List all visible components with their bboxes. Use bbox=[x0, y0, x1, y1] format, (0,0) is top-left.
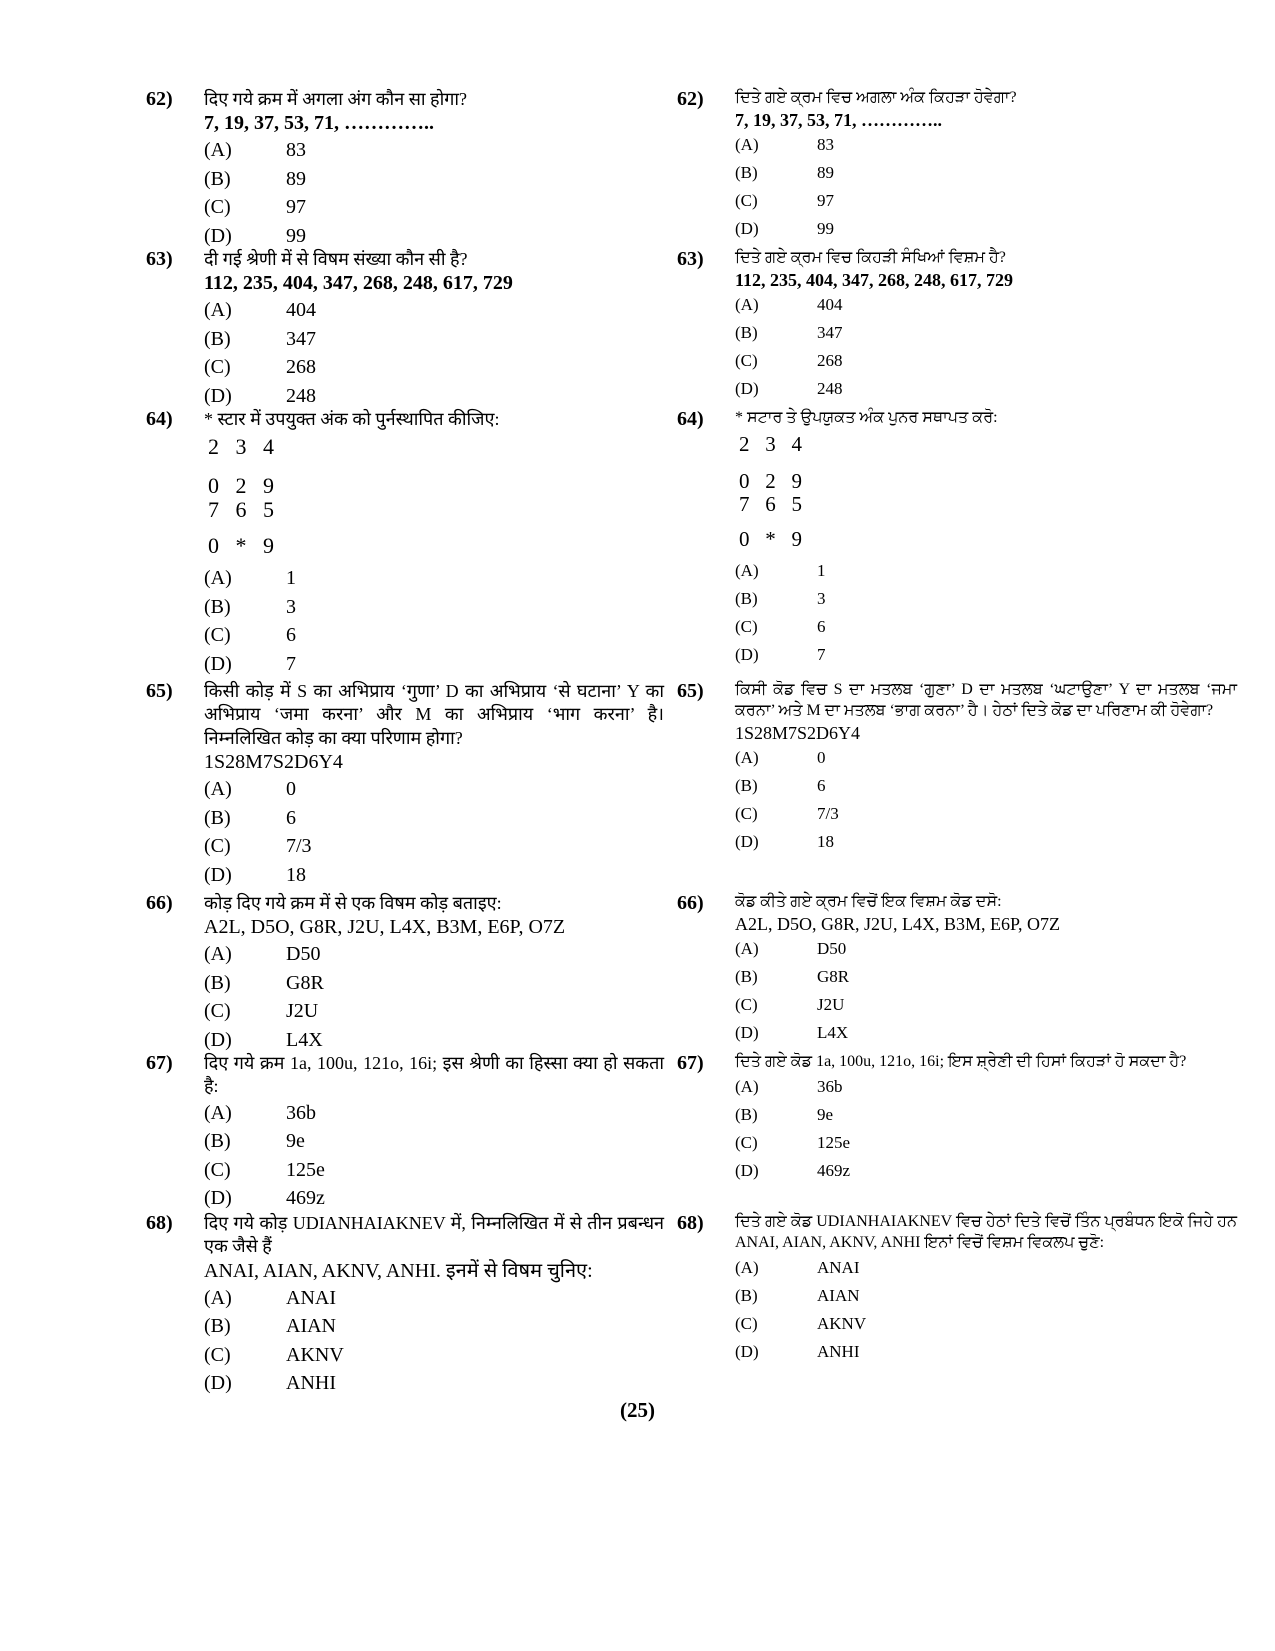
option-d[interactable]: (D) 469z bbox=[735, 1160, 851, 1180]
option-d[interactable]: (D) 99 bbox=[204, 224, 306, 247]
question-text: * ਸਟਾਰ ਤੇ ਉਪਯੁਕਤ ਅੰਕ ਪੁਨਰ ਸਥਾਪਤ ਕਰੋ: bbox=[735, 409, 998, 426]
option-b[interactable]: (B) 89 bbox=[204, 167, 306, 190]
option-b[interactable]: (B) 347 bbox=[204, 327, 316, 350]
option-d[interactable]: (D) ANHI bbox=[204, 1372, 336, 1395]
question-number: 68) bbox=[677, 1212, 704, 1234]
punjabi-column bbox=[677, 88, 1237, 1402]
option-b[interactable]: (B) AIAN bbox=[735, 1285, 860, 1305]
question-63 bbox=[146, 248, 664, 408]
sequence: A2L, D5O, G8R, J2U, L4X, B3M, E6P, O7Z bbox=[735, 913, 1061, 934]
option-a[interactable]: (A) D50 bbox=[735, 939, 847, 959]
question-text: ਦਿਤੇ ਗਏ ਕ੍ਰਮ ਵਿਚ ਕਿਹੜੀ ਸੰਖਿਆਂ ਵਿਸ਼ਮ ਹੈ? bbox=[735, 249, 1006, 266]
option-a[interactable]: (A) 0 bbox=[204, 778, 296, 801]
option-a[interactable]: (A) 83 bbox=[204, 139, 306, 162]
sequence: 112, 235, 404, 347, 268, 248, 617, 729 bbox=[204, 272, 513, 295]
grid-row: 0 2 9 bbox=[739, 468, 802, 493]
grid-row: 2 3 4 bbox=[739, 431, 802, 456]
option-a[interactable]: (A) 36b bbox=[735, 1076, 843, 1096]
sequence: A2L, D5O, G8R, J2U, L4X, B3M, E6P, O7Z bbox=[204, 916, 566, 939]
option-a[interactable]: (A) 404 bbox=[204, 299, 316, 322]
option-d[interactable]: (D) L4X bbox=[735, 1023, 849, 1043]
question-text: दिए गये कोड़ UDIANHAIAKNEV में, निम्नलिखित में से तीन प्रबन्धन एक जैसे हैं bbox=[204, 1213, 664, 1257]
sequence: 7, 19, 37, 53, 71, ………….. bbox=[204, 112, 434, 135]
grid-row: 2 3 4 bbox=[208, 434, 274, 460]
question-65 bbox=[146, 680, 664, 892]
number-grid bbox=[739, 433, 1237, 551]
question-64 bbox=[677, 408, 1237, 680]
option-b[interactable]: (B) 89 bbox=[735, 163, 834, 183]
option-d[interactable]: (D) 18 bbox=[204, 863, 306, 886]
option-a[interactable]: (A) ANAI bbox=[204, 1286, 336, 1309]
question-number: 67) bbox=[677, 1052, 704, 1074]
code-string: 1S28M7S2D6Y4 bbox=[735, 722, 861, 743]
option-c[interactable]: (C) AKNV bbox=[204, 1343, 344, 1366]
option-a[interactable]: (A) D50 bbox=[204, 943, 321, 966]
option-b[interactable]: (B) 6 bbox=[204, 806, 296, 829]
question-text: ਦਿਤੇ ਗਏ ਕੋਡ UDIANHAIAKNEV ਵਿਚ ਹੇਠਾਂ ਦਿਤੇ ਵਿਚੋਂ ਤਿੰਨ ਪ੍ਰਬੰਧਨ ਇਕੋ ਜਿਹੇ ਹਨ ANAI, AIAN, AKNV, ANHI ਇਨਾਂ ਵਿਚੋਂ ਵਿਸ਼ਮ ਵਿਕਲਪ ਚੁਣੋ: bbox=[735, 1213, 1237, 1251]
option-a[interactable]: (A) ANAI bbox=[735, 1257, 860, 1277]
question-number: 62) bbox=[146, 88, 173, 110]
option-c[interactable]: (C) 97 bbox=[204, 196, 306, 219]
question-number: 68) bbox=[146, 1212, 173, 1234]
option-c[interactable]: (C) 125e bbox=[735, 1132, 851, 1152]
option-c[interactable]: (C) 268 bbox=[204, 356, 316, 379]
grid-row: 0 * 9 bbox=[208, 532, 274, 558]
option-c[interactable]: (C) 7/3 bbox=[204, 835, 312, 858]
question-text: दी गई श्रेणी में से विषम संख्या कौन सी है? bbox=[204, 249, 468, 269]
option-c[interactable]: (C) J2U bbox=[735, 995, 845, 1015]
question-63 bbox=[677, 248, 1237, 408]
question-text: दिए गये क्रम 1a, 100u, 121o, 16i; इस श्रेणी का हिस्सा क्या हो सकता है: bbox=[204, 1053, 664, 1097]
grid-row: 0 2 9 bbox=[208, 472, 274, 498]
grid-row: 7 6 5 bbox=[739, 491, 802, 516]
question-text: दिए गये क्रम में अगला अंग कौन सा होगा? bbox=[204, 89, 468, 109]
option-b[interactable]: (B) 3 bbox=[735, 589, 826, 609]
option-b[interactable]: (B) AIAN bbox=[204, 1315, 336, 1338]
option-c[interactable]: (C) 7/3 bbox=[735, 804, 839, 824]
option-d[interactable]: (D) ANHI bbox=[735, 1341, 860, 1361]
question-text: ਕਿਸੀ ਕੋਡ ਵਿਚ S ਦਾ ਮਤਲਬ ‘ਗੁਣਾ’ D ਦਾ ਮਤਲਬ ‘ਘਟਾਉਣਾ’ Y ਦਾ ਮਤਲਬ ‘ਜਮਾ ਕਰਨਾ’ ਅਤੇ M ਦਾ ਮਤਲਬ ‘ਭਾਗ ਕਰਨਾ’ ਹੈ। ਹੇਠਾਂ ਦਿਤੇ ਕੋਡ ਦਾ ਪਰਿਣਾਮ ਕੀ ਹੋਵੇਗਾ? bbox=[735, 681, 1237, 719]
option-d[interactable]: (D) 248 bbox=[735, 379, 843, 399]
option-c[interactable]: (C) 268 bbox=[735, 351, 843, 371]
option-b[interactable]: (B) G8R bbox=[735, 967, 850, 987]
question-number: 63) bbox=[677, 248, 704, 270]
question-text: * स्टार में उपयुक्त अंक को पुर्नस्थापित कीजिए: bbox=[204, 409, 500, 429]
question-number: 64) bbox=[677, 408, 704, 430]
question-68 bbox=[677, 1212, 1237, 1402]
question-text: ਦਿਤੇ ਗਏ ਕ੍ਰਮ ਵਿਚ ਅਗਲਾ ਅੰਕ ਕਿਹੜਾ ਹੋਵੇਗਾ? bbox=[735, 89, 1017, 106]
option-b[interactable]: (B) 3 bbox=[204, 595, 296, 618]
grid-row: 7 6 5 bbox=[208, 496, 274, 522]
option-a[interactable]: (A) 36b bbox=[204, 1101, 316, 1124]
grid-row: 0 * 9 bbox=[739, 527, 802, 552]
question-65 bbox=[677, 680, 1237, 892]
question-number: 66) bbox=[146, 892, 173, 914]
question-number: 65) bbox=[677, 680, 704, 702]
question-number: 63) bbox=[146, 248, 173, 270]
option-a[interactable]: (A) 1 bbox=[735, 561, 826, 581]
question-text: ਕੋਡ ਕੀਤੇ ਗਏ ਕ੍ਰਮ ਵਿਚੋਂ ਇਕ ਵਿਸ਼ਮ ਕੋਡ ਦਸੋ: bbox=[735, 893, 1002, 910]
option-a[interactable]: (A) 1 bbox=[204, 567, 296, 590]
question-text: किसी कोड़ में S का अभिप्राय ‘गुणा’ D का अभिप्राय ‘से घटाना’ Y का अभिप्राय ‘जमा करना’ और M का अभिप्राय ‘भाग करना’ है। निम्नलिखित कोड़ का क्या परिणाम होगा? bbox=[204, 681, 664, 748]
option-d[interactable]: (D) 7 bbox=[735, 645, 826, 665]
question-67 bbox=[146, 1052, 664, 1212]
question-number: 62) bbox=[677, 88, 704, 110]
option-d[interactable]: (D) 248 bbox=[204, 384, 316, 407]
code-string: 1S28M7S2D6Y4 bbox=[204, 751, 343, 774]
option-d[interactable]: (D) 469z bbox=[204, 1187, 325, 1210]
option-c[interactable]: (C) AKNV bbox=[735, 1313, 867, 1333]
sequence: ANAI, AIAN, AKNV, ANHI. इनमें से विषम चुनिए: bbox=[204, 1259, 593, 1282]
question-number: 65) bbox=[146, 680, 173, 702]
question-62 bbox=[677, 88, 1237, 248]
option-b[interactable]: (B) 347 bbox=[735, 323, 843, 343]
option-b[interactable]: (B) 6 bbox=[735, 776, 826, 796]
hindi-column bbox=[146, 88, 664, 1402]
option-d[interactable]: (D) 7 bbox=[204, 652, 296, 675]
sequence: 7, 19, 37, 53, 71, ………….. bbox=[735, 109, 942, 130]
question-64 bbox=[146, 408, 664, 680]
option-a[interactable]: (A) 0 bbox=[735, 748, 826, 768]
question-68 bbox=[146, 1212, 664, 1402]
question-number: 66) bbox=[677, 892, 704, 914]
question-66 bbox=[146, 892, 664, 1052]
question-text: कोड़ दिए गये क्रम में से एक विषम कोड़ बताइए: bbox=[204, 893, 502, 913]
option-d[interactable]: (D) 99 bbox=[735, 219, 834, 239]
option-c[interactable]: (C) 6 bbox=[735, 617, 826, 637]
option-c[interactable]: (C) 125e bbox=[204, 1158, 325, 1181]
option-b[interactable]: (B) 9e bbox=[204, 1130, 305, 1153]
question-66 bbox=[677, 892, 1237, 1052]
option-d[interactable]: (D) 18 bbox=[735, 832, 834, 852]
question-62 bbox=[146, 88, 664, 248]
question-67 bbox=[677, 1052, 1237, 1212]
option-a[interactable]: (A) 404 bbox=[735, 295, 843, 315]
option-c[interactable]: (C) 97 bbox=[735, 191, 834, 211]
number-grid bbox=[208, 435, 664, 558]
question-number: 67) bbox=[146, 1052, 173, 1074]
option-c[interactable]: (C) 6 bbox=[204, 624, 296, 647]
option-d[interactable]: (D) L4X bbox=[204, 1028, 323, 1051]
question-number: 64) bbox=[146, 408, 173, 430]
option-b[interactable]: (B) 9e bbox=[735, 1104, 834, 1124]
option-a[interactable]: (A) 83 bbox=[735, 135, 834, 155]
page-number: (25) bbox=[620, 1398, 655, 1422]
question-text: ਦਿਤੇ ਗਏ ਕੋਡ 1a, 100u, 121o, 16i; ਇਸ ਸ਼੍ਰੇਣੀ ਦੀ ਹਿਸਾਂ ਕਿਹੜਾਂ ਹੋ ਸਕਦਾ ਹੈ? bbox=[735, 1053, 1187, 1070]
sequence: 112, 235, 404, 347, 268, 248, 617, 729 bbox=[735, 269, 1014, 290]
option-c[interactable]: (C) J2U bbox=[204, 1000, 319, 1023]
option-b[interactable]: (B) G8R bbox=[204, 971, 324, 994]
